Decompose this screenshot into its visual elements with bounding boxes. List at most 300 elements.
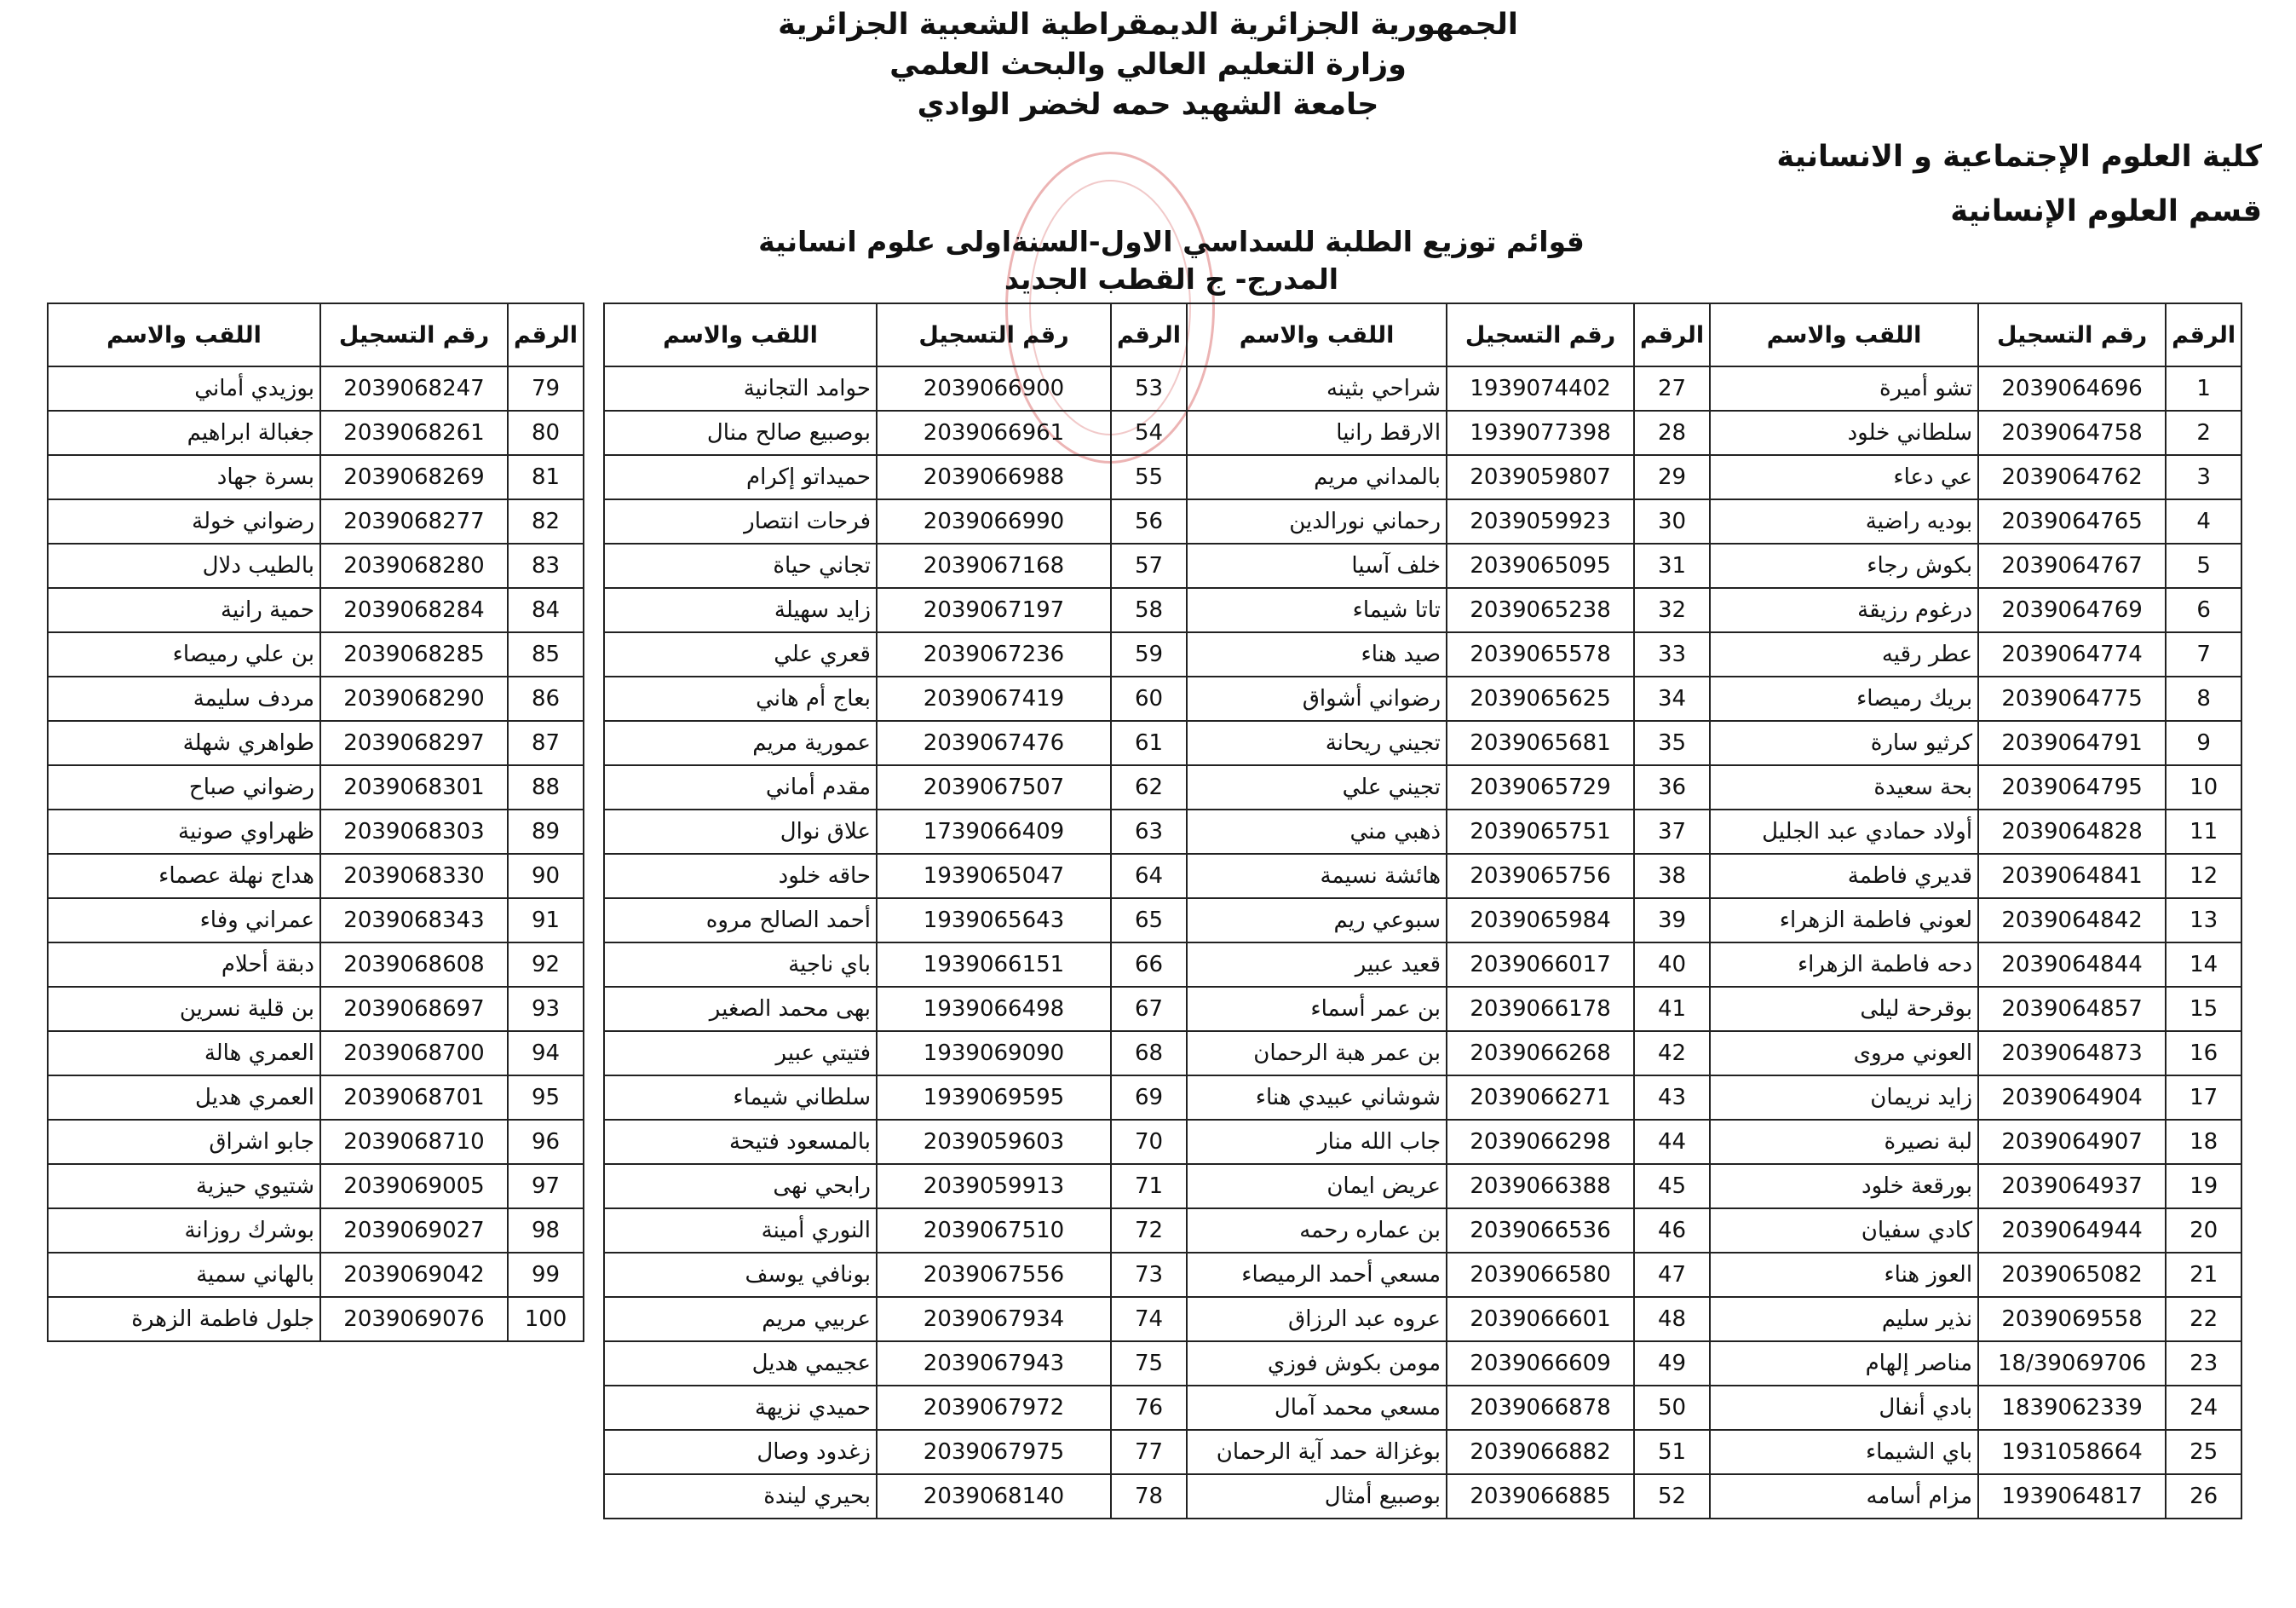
registration-number: 1931058664 bbox=[1978, 1430, 2166, 1474]
student-number: 52 bbox=[1634, 1474, 1710, 1519]
registration-number: 2039064775 bbox=[1978, 677, 2166, 721]
registration-number: 2039068247 bbox=[320, 366, 508, 411]
student-name: بوصبيع صالح منال bbox=[604, 411, 877, 455]
column-header-name: اللقب والاسم bbox=[1710, 303, 1978, 366]
table-row bbox=[604, 411, 2241, 455]
registration-number: 2039068140 bbox=[877, 1474, 1111, 1519]
registration-number: 2039064791 bbox=[1978, 721, 2166, 765]
registration-number: 1739066409 bbox=[877, 810, 1111, 854]
student-number: 58 bbox=[1111, 588, 1187, 632]
registration-number: 2039066885 bbox=[1447, 1474, 1634, 1519]
student-number: 86 bbox=[508, 677, 584, 721]
column-header-name: اللقب والاسم bbox=[48, 303, 320, 366]
student-number: 56 bbox=[1111, 499, 1187, 544]
student-name: جلول فاطمة الزهرة bbox=[48, 1297, 320, 1341]
student-number: 63 bbox=[1111, 810, 1187, 854]
registration-number: 2039068277 bbox=[320, 499, 508, 544]
table-row bbox=[604, 455, 2241, 499]
registration-number: 2039066388 bbox=[1447, 1164, 1634, 1208]
student-number: 77 bbox=[1111, 1430, 1187, 1474]
student-name: بسرة جهاد bbox=[48, 455, 320, 499]
registration-number: 1939069595 bbox=[877, 1075, 1111, 1120]
table-row bbox=[604, 898, 2241, 942]
student-number: 72 bbox=[1111, 1208, 1187, 1253]
student-name: تجاني حياة bbox=[604, 544, 877, 588]
registration-number: 2039064944 bbox=[1978, 1208, 2166, 1253]
student-number: 32 bbox=[1634, 588, 1710, 632]
table-row bbox=[604, 366, 2241, 411]
student-name: بالمداني مريم bbox=[1187, 455, 1447, 499]
student-name: زغدود وصال bbox=[604, 1430, 877, 1474]
registration-number: 2039068701 bbox=[320, 1075, 508, 1120]
student-number: 29 bbox=[1634, 455, 1710, 499]
student-number: 87 bbox=[508, 721, 584, 765]
column-header-number: الرقم bbox=[2166, 303, 2241, 366]
student-name: عمراني وفاء bbox=[48, 898, 320, 942]
student-name: عروه عبد الرزاق bbox=[1187, 1297, 1447, 1341]
student-name: قديري فاطمة bbox=[1710, 854, 1978, 898]
student-number: 57 bbox=[1111, 544, 1187, 588]
table-row bbox=[48, 1075, 584, 1120]
registration-number: 2039064795 bbox=[1978, 765, 2166, 810]
student-name: صيد هناء bbox=[1187, 632, 1447, 677]
student-number: 20 bbox=[2166, 1208, 2241, 1253]
student-name: خلف آسيا bbox=[1187, 544, 1447, 588]
student-name: كادي سفيان bbox=[1710, 1208, 1978, 1253]
registration-number: 2039066990 bbox=[877, 499, 1111, 544]
student-number: 64 bbox=[1111, 854, 1187, 898]
registration-number: 2039067943 bbox=[877, 1341, 1111, 1386]
registration-number: 2039067507 bbox=[877, 765, 1111, 810]
student-number: 34 bbox=[1634, 677, 1710, 721]
table-row bbox=[604, 1075, 2241, 1120]
student-name: دبقة أحلام bbox=[48, 942, 320, 987]
table-header-row bbox=[48, 303, 584, 366]
registration-number: 2039064857 bbox=[1978, 987, 2166, 1031]
table-row bbox=[604, 1031, 2241, 1075]
student-name: الارقط رانيا bbox=[1187, 411, 1447, 455]
registration-number: 2039066961 bbox=[877, 411, 1111, 455]
student-name: بالمسعود فتيحة bbox=[604, 1120, 877, 1164]
student-number: 40 bbox=[1634, 942, 1710, 987]
registration-number: 1939065047 bbox=[877, 854, 1111, 898]
student-name: فتيتي عبير bbox=[604, 1031, 877, 1075]
student-name: أولاد حمادي عبد الجليل bbox=[1710, 810, 1978, 854]
student-name: باي الشيماء bbox=[1710, 1430, 1978, 1474]
student-name: رضواني خولة bbox=[48, 499, 320, 544]
student-number: 44 bbox=[1634, 1120, 1710, 1164]
student-number: 30 bbox=[1634, 499, 1710, 544]
registration-number: 2039064774 bbox=[1978, 632, 2166, 677]
table-row bbox=[48, 632, 584, 677]
table-row bbox=[48, 544, 584, 588]
student-number: 49 bbox=[1634, 1341, 1710, 1386]
student-number: 50 bbox=[1634, 1386, 1710, 1430]
student-number: 54 bbox=[1111, 411, 1187, 455]
student-name: مقدم أماني bbox=[604, 765, 877, 810]
student-number: 6 bbox=[2166, 588, 2241, 632]
registration-number: 1939077398 bbox=[1447, 411, 1634, 455]
registration-number: 2039067510 bbox=[877, 1208, 1111, 1253]
table-row bbox=[604, 677, 2241, 721]
student-name: باي ناجية bbox=[604, 942, 877, 987]
column-header-number: الرقم bbox=[1634, 303, 1710, 366]
registration-number: 2039064758 bbox=[1978, 411, 2166, 455]
student-number: 93 bbox=[508, 987, 584, 1031]
column-header-registration: رقم التسجيل bbox=[1978, 303, 2166, 366]
registration-number: 2039067236 bbox=[877, 632, 1111, 677]
student-number: 97 bbox=[508, 1164, 584, 1208]
student-name: بن علي رميصاء bbox=[48, 632, 320, 677]
table-row bbox=[604, 1120, 2241, 1164]
student-number: 37 bbox=[1634, 810, 1710, 854]
student-number: 43 bbox=[1634, 1075, 1710, 1120]
column-header-registration: رقم التسجيل bbox=[320, 303, 508, 366]
registration-number: 2039068343 bbox=[320, 898, 508, 942]
faculty-name: كلية العلوم الإجتماعية و الانسانية bbox=[1776, 140, 2262, 174]
student-number: 74 bbox=[1111, 1297, 1187, 1341]
registration-number: 2039064937 bbox=[1978, 1164, 2166, 1208]
student-number: 51 bbox=[1634, 1430, 1710, 1474]
registration-number: 2039066900 bbox=[877, 366, 1111, 411]
student-number: 36 bbox=[1634, 765, 1710, 810]
student-name: جغبالة ابراهيم bbox=[48, 411, 320, 455]
student-name: زايد سهيلة bbox=[604, 588, 877, 632]
student-number: 22 bbox=[2166, 1297, 2241, 1341]
student-number: 53 bbox=[1111, 366, 1187, 411]
registration-number: 2039065984 bbox=[1447, 898, 1634, 942]
student-name: شراحي بثينه bbox=[1187, 366, 1447, 411]
registration-number: 2039064904 bbox=[1978, 1075, 2166, 1120]
student-number: 95 bbox=[508, 1075, 584, 1120]
student-name: قعري علي bbox=[604, 632, 877, 677]
student-name: شتيوي حيزية bbox=[48, 1164, 320, 1208]
student-name: بوشرك روزانة bbox=[48, 1208, 320, 1253]
registration-number: 2039059923 bbox=[1447, 499, 1634, 544]
student-name: بن عماره رحمه bbox=[1187, 1208, 1447, 1253]
student-number: 73 bbox=[1111, 1253, 1187, 1297]
student-number: 70 bbox=[1111, 1120, 1187, 1164]
student-number: 76 bbox=[1111, 1386, 1187, 1430]
table-row bbox=[48, 677, 584, 721]
student-number: 71 bbox=[1111, 1164, 1187, 1208]
student-number: 7 bbox=[2166, 632, 2241, 677]
table-row bbox=[48, 1208, 584, 1253]
registration-number: 2039064696 bbox=[1978, 366, 2166, 411]
student-number: 82 bbox=[508, 499, 584, 544]
student-number: 98 bbox=[508, 1208, 584, 1253]
table-row bbox=[48, 1253, 584, 1297]
table-row bbox=[48, 1120, 584, 1164]
student-name: عريض ايمان bbox=[1187, 1164, 1447, 1208]
student-number: 85 bbox=[508, 632, 584, 677]
student-number: 89 bbox=[508, 810, 584, 854]
student-number: 99 bbox=[508, 1253, 584, 1297]
student-name: العمري هالة bbox=[48, 1031, 320, 1075]
registration-number: 2039064841 bbox=[1978, 854, 2166, 898]
student-number: 78 bbox=[1111, 1474, 1187, 1519]
table-row bbox=[48, 810, 584, 854]
registration-number: 2039068284 bbox=[320, 588, 508, 632]
student-number: 65 bbox=[1111, 898, 1187, 942]
registration-number: 2039066298 bbox=[1447, 1120, 1634, 1164]
table-row bbox=[604, 1430, 2241, 1474]
student-name: بوقرحة ليلى bbox=[1710, 987, 1978, 1031]
student-number: 18 bbox=[2166, 1120, 2241, 1164]
registration-number: 1939069090 bbox=[877, 1031, 1111, 1075]
student-number: 88 bbox=[508, 765, 584, 810]
student-number: 25 bbox=[2166, 1430, 2241, 1474]
registration-number: 2039069042 bbox=[320, 1253, 508, 1297]
column-header-registration: رقم التسجيل bbox=[1447, 303, 1634, 366]
student-number: 100 bbox=[508, 1297, 584, 1341]
student-name: أحمد الصالح مروه bbox=[604, 898, 877, 942]
student-number: 4 bbox=[2166, 499, 2241, 544]
table-row bbox=[604, 854, 2241, 898]
student-name: علاق نوال bbox=[604, 810, 877, 854]
student-number: 61 bbox=[1111, 721, 1187, 765]
table-row bbox=[604, 544, 2241, 588]
student-name: بوغزالة حمد آية الرحمان bbox=[1187, 1430, 1447, 1474]
registration-number: 2039067556 bbox=[877, 1253, 1111, 1297]
table-row bbox=[48, 765, 584, 810]
registration-number: 2039064844 bbox=[1978, 942, 2166, 987]
student-name: نذير سليم bbox=[1710, 1297, 1978, 1341]
student-number: 27 bbox=[1634, 366, 1710, 411]
student-name: مناصر إلهام bbox=[1710, 1341, 1978, 1386]
registration-number: 1839062339 bbox=[1978, 1386, 2166, 1430]
registration-number: 18/39069706 bbox=[1978, 1341, 2166, 1386]
student-name: ظهراوي صونية bbox=[48, 810, 320, 854]
registration-number: 2039068297 bbox=[320, 721, 508, 765]
table-row bbox=[604, 1253, 2241, 1297]
student-name: حميدي نزيهة bbox=[604, 1386, 877, 1430]
registration-number: 2039066882 bbox=[1447, 1430, 1634, 1474]
table-row bbox=[48, 1164, 584, 1208]
registration-number: 2039059603 bbox=[877, 1120, 1111, 1164]
table-row bbox=[604, 1386, 2241, 1430]
registration-number: 2039059807 bbox=[1447, 455, 1634, 499]
student-name: رضواني صباح bbox=[48, 765, 320, 810]
registration-number: 2039068290 bbox=[320, 677, 508, 721]
table-row bbox=[48, 1297, 584, 1341]
student-name: بوديه راضية bbox=[1710, 499, 1978, 544]
table-row bbox=[48, 499, 584, 544]
registration-number: 2039065578 bbox=[1447, 632, 1634, 677]
student-number: 60 bbox=[1111, 677, 1187, 721]
table-row bbox=[604, 1164, 2241, 1208]
student-name: بوزيدي أماني bbox=[48, 366, 320, 411]
registration-number: 1939066151 bbox=[877, 942, 1111, 987]
student-number: 16 bbox=[2166, 1031, 2241, 1075]
student-number: 15 bbox=[2166, 987, 2241, 1031]
document-header bbox=[0, 5, 2296, 125]
student-name: درغوم رزيقة bbox=[1710, 588, 1978, 632]
registration-number: 2039068301 bbox=[320, 765, 508, 810]
student-name: رابحي نهى bbox=[604, 1164, 877, 1208]
table-row bbox=[604, 942, 2241, 987]
registration-number: 2039069005 bbox=[320, 1164, 508, 1208]
student-name: مومن بكوش فوزي bbox=[1187, 1341, 1447, 1386]
registration-number: 2039065095 bbox=[1447, 544, 1634, 588]
student-number: 46 bbox=[1634, 1208, 1710, 1253]
student-number: 31 bbox=[1634, 544, 1710, 588]
students-table-main bbox=[603, 303, 2242, 1519]
registration-number: 2039064765 bbox=[1978, 499, 2166, 544]
student-number: 59 bbox=[1111, 632, 1187, 677]
table-row bbox=[604, 987, 2241, 1031]
university-name: جامعة الشهيد حمه لخضر الوادي bbox=[917, 88, 1379, 122]
table-row bbox=[604, 1208, 2241, 1253]
student-number: 45 bbox=[1634, 1164, 1710, 1208]
student-name: بالطيب دلال bbox=[48, 544, 320, 588]
student-name: بن عمر أسماء bbox=[1187, 987, 1447, 1031]
student-number: 48 bbox=[1634, 1297, 1710, 1341]
student-number: 80 bbox=[508, 411, 584, 455]
student-name: بحيري ليندة bbox=[604, 1474, 877, 1519]
student-number: 92 bbox=[508, 942, 584, 987]
student-number: 10 bbox=[2166, 765, 2241, 810]
student-number: 94 bbox=[508, 1031, 584, 1075]
student-number: 3 bbox=[2166, 455, 2241, 499]
student-number: 13 bbox=[2166, 898, 2241, 942]
student-name: بحة سعيدة bbox=[1710, 765, 1978, 810]
student-number: 1 bbox=[2166, 366, 2241, 411]
registration-number: 2039066988 bbox=[877, 455, 1111, 499]
registration-number: 1939074402 bbox=[1447, 366, 1634, 411]
student-name: عربيي مريم bbox=[604, 1297, 877, 1341]
registration-number: 2039059913 bbox=[877, 1164, 1111, 1208]
student-number: 39 bbox=[1634, 898, 1710, 942]
registration-number: 2039067934 bbox=[877, 1297, 1111, 1341]
registration-number: 2039066536 bbox=[1447, 1208, 1634, 1253]
table-row bbox=[604, 588, 2241, 632]
table-row bbox=[604, 499, 2241, 544]
table-row bbox=[48, 854, 584, 898]
student-number: 84 bbox=[508, 588, 584, 632]
student-name: مسعي محمد آمال bbox=[1187, 1386, 1447, 1430]
registration-number: 2039066268 bbox=[1447, 1031, 1634, 1075]
student-name: بن عمر هبة الرحمان bbox=[1187, 1031, 1447, 1075]
student-name: تجيني ريحانة bbox=[1187, 721, 1447, 765]
registration-number: 2039065625 bbox=[1447, 677, 1634, 721]
student-name: رحماني نورالدين bbox=[1187, 499, 1447, 544]
student-name: بوصبيع أمثال bbox=[1187, 1474, 1447, 1519]
student-number: 79 bbox=[508, 366, 584, 411]
student-name: تشو أميرة bbox=[1710, 366, 1978, 411]
registration-number: 2039066601 bbox=[1447, 1297, 1634, 1341]
student-name: دحه فاطمة الزهراء bbox=[1710, 942, 1978, 987]
student-name: سلطاني شيماء bbox=[604, 1075, 877, 1120]
student-number: 33 bbox=[1634, 632, 1710, 677]
student-number: 12 bbox=[2166, 854, 2241, 898]
ministry-name: وزارة التعليم العالي والبحث العلمي bbox=[889, 48, 1407, 82]
student-number: 14 bbox=[2166, 942, 2241, 987]
title-line-2: المدرج- ج القطب الجديد bbox=[1004, 262, 1339, 296]
student-name: العمري هديل bbox=[48, 1075, 320, 1120]
registration-number: 2039067419 bbox=[877, 677, 1111, 721]
registration-number: 2039064767 bbox=[1978, 544, 2166, 588]
registration-number: 2039065681 bbox=[1447, 721, 1634, 765]
table-row bbox=[48, 721, 584, 765]
registration-number: 2039068700 bbox=[320, 1031, 508, 1075]
column-header-number: الرقم bbox=[508, 303, 584, 366]
faculty-header bbox=[1776, 130, 2262, 239]
student-number: 66 bbox=[1111, 942, 1187, 987]
registration-number: 2039065756 bbox=[1447, 854, 1634, 898]
registration-number: 2039066178 bbox=[1447, 987, 1634, 1031]
table-row bbox=[48, 366, 584, 411]
student-name: جابو اشراق bbox=[48, 1120, 320, 1164]
registration-number: 2039068261 bbox=[320, 411, 508, 455]
registration-number: 2039064769 bbox=[1978, 588, 2166, 632]
student-number: 19 bbox=[2166, 1164, 2241, 1208]
table-row bbox=[48, 1031, 584, 1075]
students-table-continuation bbox=[47, 303, 584, 1342]
table-header-row bbox=[604, 303, 2241, 366]
student-name: النوري أمينة bbox=[604, 1208, 877, 1253]
republic-name: الجمهورية الجزائرية الديمقراطية الشعبية الجزائرية bbox=[778, 8, 1518, 42]
student-name: حوامد التجانية bbox=[604, 366, 877, 411]
registration-number: 2039067975 bbox=[877, 1430, 1111, 1474]
student-name: مسعي أحمد الرميصاء bbox=[1187, 1253, 1447, 1297]
registration-number: 2039064828 bbox=[1978, 810, 2166, 854]
student-number: 81 bbox=[508, 455, 584, 499]
table-row bbox=[48, 455, 584, 499]
registration-number: 1939065643 bbox=[877, 898, 1111, 942]
registration-number: 1939066498 bbox=[877, 987, 1111, 1031]
table-row bbox=[604, 1474, 2241, 1519]
registration-number: 2039065238 bbox=[1447, 588, 1634, 632]
student-number: 90 bbox=[508, 854, 584, 898]
student-name: حمية رانية bbox=[48, 588, 320, 632]
student-name: العوني مروى bbox=[1710, 1031, 1978, 1075]
registration-number: 2039068608 bbox=[320, 942, 508, 987]
registration-number: 2039067197 bbox=[877, 588, 1111, 632]
student-number: 41 bbox=[1634, 987, 1710, 1031]
student-number: 24 bbox=[2166, 1386, 2241, 1430]
student-number: 68 bbox=[1111, 1031, 1187, 1075]
registration-number: 2039068280 bbox=[320, 544, 508, 588]
student-number: 5 bbox=[2166, 544, 2241, 588]
student-name: بريك رميصاء bbox=[1710, 677, 1978, 721]
student-number: 26 bbox=[2166, 1474, 2241, 1519]
student-name: مزام أسامه bbox=[1710, 1474, 1978, 1519]
registration-number: 2039068697 bbox=[320, 987, 508, 1031]
student-name: هداج نهلة عصماء bbox=[48, 854, 320, 898]
registration-number: 2039069076 bbox=[320, 1297, 508, 1341]
table-row bbox=[48, 588, 584, 632]
student-number: 42 bbox=[1634, 1031, 1710, 1075]
registration-number: 2039064873 bbox=[1978, 1031, 2166, 1075]
student-name: عي دعاء bbox=[1710, 455, 1978, 499]
student-name: لبة نصيرة bbox=[1710, 1120, 1978, 1164]
table-row bbox=[48, 898, 584, 942]
student-name: عمورية مريم bbox=[604, 721, 877, 765]
student-name: عطر رقيه bbox=[1710, 632, 1978, 677]
table-row bbox=[604, 721, 2241, 765]
student-name: بن قلية نسرين bbox=[48, 987, 320, 1031]
table-row bbox=[604, 810, 2241, 854]
student-name: لعوني فاطمة الزهراء bbox=[1710, 898, 1978, 942]
student-name: العوز هناء bbox=[1710, 1253, 1978, 1297]
student-number: 9 bbox=[2166, 721, 2241, 765]
student-number: 28 bbox=[1634, 411, 1710, 455]
registration-number: 2039068710 bbox=[320, 1120, 508, 1164]
student-name: فرحات انتصار bbox=[604, 499, 877, 544]
registration-number: 2039068330 bbox=[320, 854, 508, 898]
document-title bbox=[511, 223, 1832, 298]
